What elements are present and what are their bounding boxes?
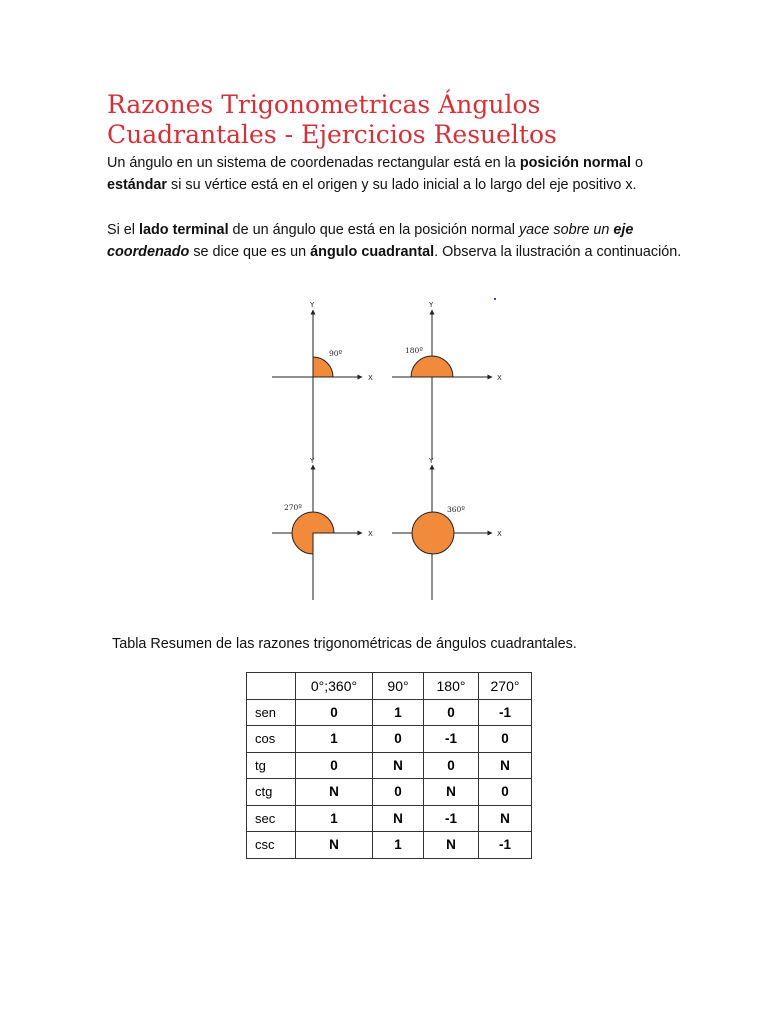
row-label: ctg bbox=[247, 779, 296, 806]
page-title: Razones Trigonometricas Ángulos Cuadrantales - Ejercicios Resueltos bbox=[107, 90, 557, 149]
table-cell: N bbox=[296, 832, 373, 859]
table-row bbox=[247, 805, 532, 832]
table-cell: N bbox=[373, 752, 424, 779]
table-cell: 0 bbox=[479, 779, 532, 806]
table-row bbox=[247, 752, 532, 779]
angle-sector bbox=[411, 356, 453, 377]
table-cell: N bbox=[479, 752, 532, 779]
x-axis-label: X bbox=[368, 530, 373, 538]
bold-term-angulo-cuadrantal: ángulo cuadrantal bbox=[310, 244, 435, 260]
bold-term-posicion-normal: posición normal bbox=[519, 155, 631, 171]
y-axis-label: Y bbox=[429, 457, 434, 465]
row-label: cos bbox=[247, 726, 296, 753]
table-cell: N bbox=[479, 805, 532, 832]
table-cell: N bbox=[296, 779, 373, 806]
table-cell: 1 bbox=[373, 832, 424, 859]
x-axis-label: X bbox=[497, 374, 502, 382]
angle-sector bbox=[292, 512, 334, 554]
text-run: de un ángulo que está en la posición normal bbox=[228, 222, 519, 238]
bold-term-lado-terminal: lado terminal bbox=[139, 222, 229, 238]
table-caption: Tabla Resumen de las razones trigonométricas de ángulos cuadrantales. bbox=[112, 636, 577, 652]
y-axis-label: Y bbox=[310, 457, 315, 465]
x-axis-label: X bbox=[368, 374, 373, 382]
row-label: sen bbox=[247, 699, 296, 726]
table-row bbox=[247, 832, 532, 859]
header-cell: 0°;360° bbox=[296, 673, 373, 700]
row-label: tg bbox=[247, 752, 296, 779]
text-run: se dice que es un bbox=[189, 244, 311, 260]
y-axis-label: Y bbox=[429, 301, 434, 309]
angle-label: 180º bbox=[405, 346, 423, 355]
text-run: o bbox=[630, 155, 643, 171]
header-cell: 180° bbox=[424, 673, 479, 700]
table-cell: -1 bbox=[424, 726, 479, 753]
x-axis-label: X bbox=[497, 530, 502, 538]
table-cell: N bbox=[424, 832, 479, 859]
table-cell: N bbox=[424, 779, 479, 806]
angle-panel-180 bbox=[392, 301, 502, 460]
table-cell: 0 bbox=[424, 699, 479, 726]
text-run: . Observa la ilustración a continuación. bbox=[434, 244, 682, 260]
table-row bbox=[247, 779, 532, 806]
y-axis-label: Y bbox=[310, 301, 315, 309]
angle-sector bbox=[313, 357, 333, 377]
table-header-row bbox=[247, 673, 532, 700]
table-cell: 0 bbox=[296, 699, 373, 726]
header-cell: 270° bbox=[479, 673, 532, 700]
table-cell: 1 bbox=[296, 805, 373, 832]
angle-sector bbox=[412, 512, 454, 554]
trig-summary-table bbox=[246, 672, 532, 859]
table-row bbox=[247, 726, 532, 753]
text-run: Si el bbox=[107, 222, 139, 238]
text-run: si su vértice está en el origen y su lado inicial a lo largo del eje positivo x. bbox=[167, 177, 637, 193]
table-cell: 0 bbox=[373, 779, 424, 806]
table-cell: N bbox=[373, 805, 424, 832]
header-cell bbox=[247, 673, 296, 700]
row-label: csc bbox=[247, 832, 296, 859]
header-cell: 90° bbox=[373, 673, 424, 700]
angle-panel-270 bbox=[272, 457, 373, 600]
angle-label: 90º bbox=[329, 349, 343, 358]
angle-label: 270º bbox=[284, 503, 302, 512]
italic-term-yace-sobre: yace sobre un bbox=[518, 222, 610, 238]
table-cell: 1 bbox=[296, 726, 373, 753]
bold-italic-term-eje-coordenado: eje coordenado bbox=[107, 222, 634, 260]
bold-term-estandar: estándar bbox=[107, 177, 167, 193]
table-row bbox=[247, 699, 532, 726]
text-run: Un ángulo en un sistema de coordenadas rectangular está en la bbox=[107, 155, 520, 171]
table-cell: 0 bbox=[424, 752, 479, 779]
table-cell: -1 bbox=[479, 699, 532, 726]
angle-label: 360º bbox=[447, 505, 465, 514]
table-cell: -1 bbox=[424, 805, 479, 832]
table-cell: 0 bbox=[296, 752, 373, 779]
table-cell: 0 bbox=[479, 726, 532, 753]
table-cell: 0 bbox=[373, 726, 424, 753]
angle-panel-90 bbox=[272, 301, 373, 460]
row-label: sec bbox=[247, 805, 296, 832]
angle-panel-360 bbox=[392, 457, 502, 600]
table-cell: -1 bbox=[479, 832, 532, 859]
table-cell: 1 bbox=[373, 699, 424, 726]
